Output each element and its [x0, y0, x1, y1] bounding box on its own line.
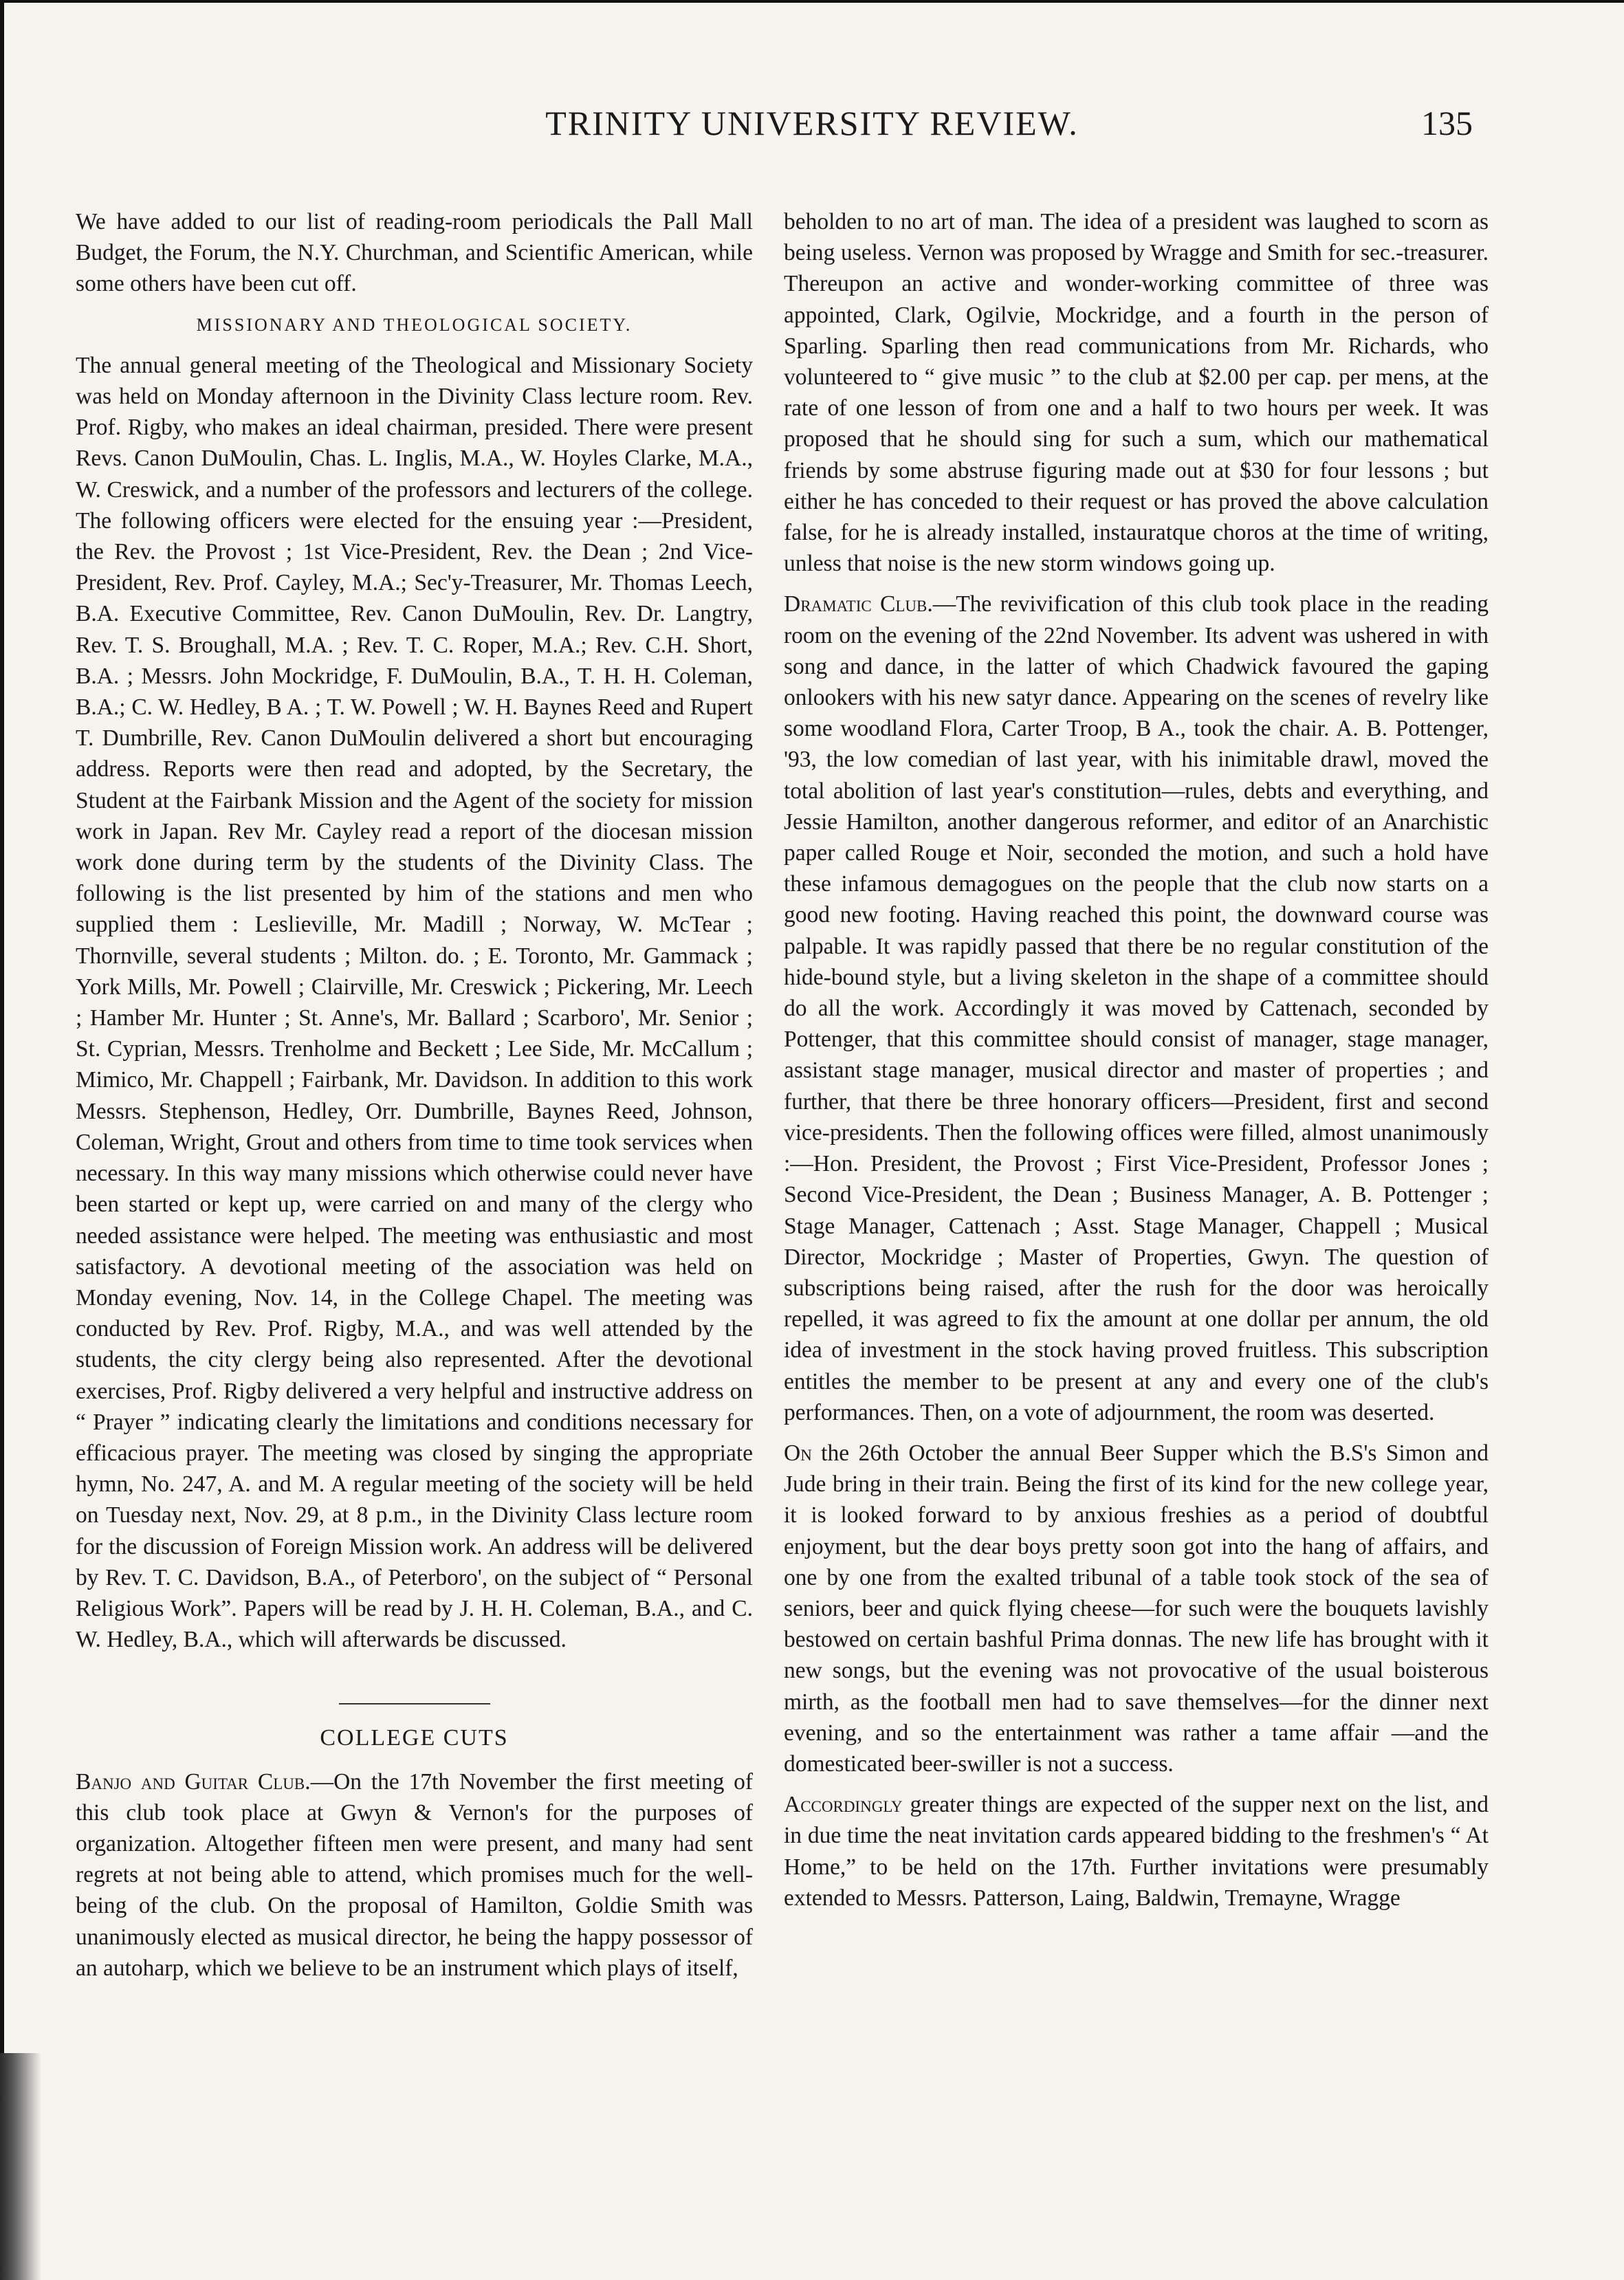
missionary-society-heading: MISSIONARY AND THEOLOGICAL SOCIETY.	[196, 314, 633, 335]
top-border	[0, 0, 1624, 3]
right-column	[784, 206, 1489, 1923]
at-home-text: greater things are expected of the supper next on the list, and in due time the neat invitation cards appeared bidding to the freshmen's “ At Home,” to be held on the 17th. Further invitations were presumably extended to Messrs. Patterson, Laing, Baldwin, Tremayne, Wragge	[784, 1792, 1489, 1911]
banjo-club-paragraph	[76, 1766, 753, 1984]
scan-edge-shadow	[0, 2053, 41, 2280]
page-number: 135	[1421, 104, 1473, 142]
banjo-club-continued: beholden to no art of man. The idea of a president was laughed to scorn as being useless. Vernon was proposed by Wragge and Smith for sec.-treasurer. Thereupon an active and wonder-working committee of three was appointed, Clark, Ogilvie, Mockridge, and a fourth in the person of Sparling. Sparling then read communications from Mr. Richards, who volunteered to “ give music ” to the club at $2.00 per cap. per mens, at the rate of one lesson of from one and a half to two hours per week. It was proposed that he should sing for such a sum, which our mathematical friends by some abstruse figuring made out at $30 for four lessons ; but either he has conceded to their request or has proved the above calculation false, for he is already installed, instauratque choros at the time of writing, unless that noise is the new storm windows going up.	[784, 209, 1489, 577]
missionary-society-paragraph: The annual general meeting of the Theological and Missionary Society was held on Monday afternoon in the Divinity Class lecture room. Rev. Prof. Rigby, who makes an ideal chairman, presided. There were present Revs. Canon DuMoulin, Chas. L. Inglis, M.A., W. Hoyles Clarke, M.A., W. Creswick, and a number of the professors and lecturers of the college. The following officers were elected for the ensuing year :—President, the Rev. the Provost ; 1st Vice-President, Rev. the Dean ; 2nd Vice-President, Rev. Prof. Cayley, M.A.; Sec'y-Treasurer, Mr. Thomas Leech, B.A. Executive Committee, Rev. Canon DuMoulin, Rev. Dr. Langtry, Rev. T. S. Broughall, M.A. ; Rev. T. C. Roper, M.A.; Rev. C.H. Short, B.A. ; Messrs. John Mockridge, F. DuMoulin, B.A., T. H. H. Coleman, B.A.; C. W. Hedley, B A. ; T. W. Powell ; W. H. Baynes Reed and Rupert T. Dumbrille, Rev. Canon DuMoulin delivered a short but encouraging address. Reports were then read and adopted, by the Secretary, the Student at the Fairbank Mission and the Agent of the society for mission work in Japan. Rev Mr. Cayley read a report of the diocesan mission work done during term by the students of the Divinity Class. The following is the list presented by him of the stations and men who supplied them : Leslieville, Mr. Madill ; Norway, W. McTear ; Thornville, several students ; Milton. do. ; E. Toronto, Mr. Gammack ; York Mills, Mr. Powell ; Clairville, Mr. Creswick ; Pickering, Mr. Leech ; Hamber Mr. Hunter ; St. Anne's, Mr. Ballard ; Scarboro', Mr. Senior ; St. Cyprian, Messrs. Trenholme and Beckett ; Lee Side, Mr. McCallum ; Mimico, Mr. Chappell ; Fairbank, Mr. Davidson. In addition to this work Messrs. Stephenson, Hedley, Orr. Dumbrille, Baynes Reed, Johnson, Coleman, Wright, Grout and others from time to time took services when necessary. In this way many missions which otherwise could never have been started or kept up, were carried on and many of the clergy who needed assistance were helped. The meeting was enthusiastic and most satisfactory. A devotional meeting of the association was held on Monday evening, Nov. 14, in the College Chapel. The meeting was conducted by Rev. Prof. Rigby, M.A., and was well attended by the students, the city clergy being also represented. After the devotional exercises, Prof. Rigby delivered a very helpful and instructive address on “ Prayer ” indicating clearly the limitations and conditions necessary for efficacious prayer. The meeting was closed by singing the appropriate hymn, No. 247, A. and M. A regular meeting of the society will be held on Tuesday next, Nov. 29, at 8 p.m., in the Divinity Class lecture room for the discussion of Foreign Mission work. An address will be delivered by Rev. T. C. Davidson, B.A., of Peterboro', on the subject of “ Personal Religious Work”. Papers will be read by J. H. H. Coleman, B.A., and C. W. Hedley, B.A., which will afterwards be discussed.	[76, 352, 753, 1653]
left-border	[0, 0, 4, 2280]
at-home-paragraph	[784, 1789, 1489, 1914]
section-divider	[339, 1703, 490, 1704]
beer-supper-paragraph	[784, 1438, 1489, 1779]
at-home-lead: Accordingly	[784, 1792, 903, 1818]
dramatic-club-text: —The revivification of this club took place in the reading room on the evening of the 22nd November. Its advent was ushered in with song and dance, in the latter of which Chadwick favoured the gaping onlookers with his new satyr dance. Appearing on the scenes of revelry like some woodland Flora, Carter Troop, B A., took the chair. A. B. Pottenger, '93, the low comedian of last year, with his inimitable drawl, moved the total abolition of last year's constitution—rules, debts and everything, and Jessie Hamilton, another dangerous reformer, and editor of an Anarchistic paper called Rouge et Noir, seconded the motion, and such a hold have these infamous demagogues on the people that the club now starts on a good new footing. Having reached this point, the downward course was palpable. It was rapidly passed that there be no regular constitution of the hide-bound style, but a living skeleton in the shape of a committee should do all the work. Accordingly it was moved by Cattenach, seconded by Pottenger, that this committee should consist of manager, stage manager, assistant stage manager, musical director and master of properties ; and further, that there be three honorary officers—President, first and second vice-presidents. Then the following offices were filled, almost unanimously :—Hon. President, the Provost ; First Vice-President, Professor Jones ; Second Vice-President, the Dean ; Business Manager, A. B. Pottenger ; Stage Manager, Cattenach ; Asst. Stage Manager, Chappell ; Musical Director, Mockridge ; Master of Properties, Gwyn. The question of subscriptions being raised, after the rush for the door was heroically repelled, it was agreed to fix the amount at one dollar per annum, the old idea of investment in the stock having proved fruitless. This subscription entitles the member to be present at any and every one of the club's performances. Then, on a vote of adjournment, the room was deserted.	[784, 591, 1489, 1425]
dramatic-club-lead: Dramatic Club.	[784, 591, 933, 617]
college-cuts-title: COLLEGE CUTS	[320, 1725, 509, 1751]
beer-supper-text: the 26th October the annual Beer Supper which the B.S's Simon and Jude bring in their train. Being the first of its kind for the new college year, it is looked forward to by anxious freshies as a period of doubtful enjoyment, but the dear boys pretty soon got into the hang of affairs, and one by one from the exalted tribunal of a table took stock of the sea of seniors, beer and quick flying cheese—for such were the bouquets lavishly bestowed on certain bashful Prima donnas. The new life has brought with it new songs, but the evening was not provocative of the usual boisterous mirth, as the football men had to save themselves—for the dinner next evening, and so the entertainment was rather a tame affair —and the domesticated beer-swiller is not a success.	[784, 1440, 1489, 1777]
beer-supper-lead: On	[784, 1440, 812, 1466]
left-column	[76, 206, 753, 1993]
journal-title: TRINITY UNIVERSITY REVIEW.	[545, 104, 1079, 142]
reading-room-paragraph: We have added to our list of reading-room periodicals the Pall Mall Budget, the Forum, the N.Y. Churchman, and Scientific American, while some others have been cut off.	[76, 209, 753, 297]
banjo-club-text: —On the 17th November the first meeting of this club took place at Gwyn & Vernon's for the purposes of organization. Altogether fifteen men were present, and many had sent regrets at not being able to attend, which promises much for the well-being of the club. On the proposal of Hamilton, Goldie Smith was unanimously elected as musical director, he being the happy possessor of an autoharp, which we believe to be an instrument which plays of itself,	[76, 1768, 754, 1981]
dramatic-club-paragraph	[784, 589, 1489, 1427]
page-header	[0, 103, 1624, 151]
banjo-club-lead: Banjo and Guitar Club.	[76, 1768, 311, 1795]
